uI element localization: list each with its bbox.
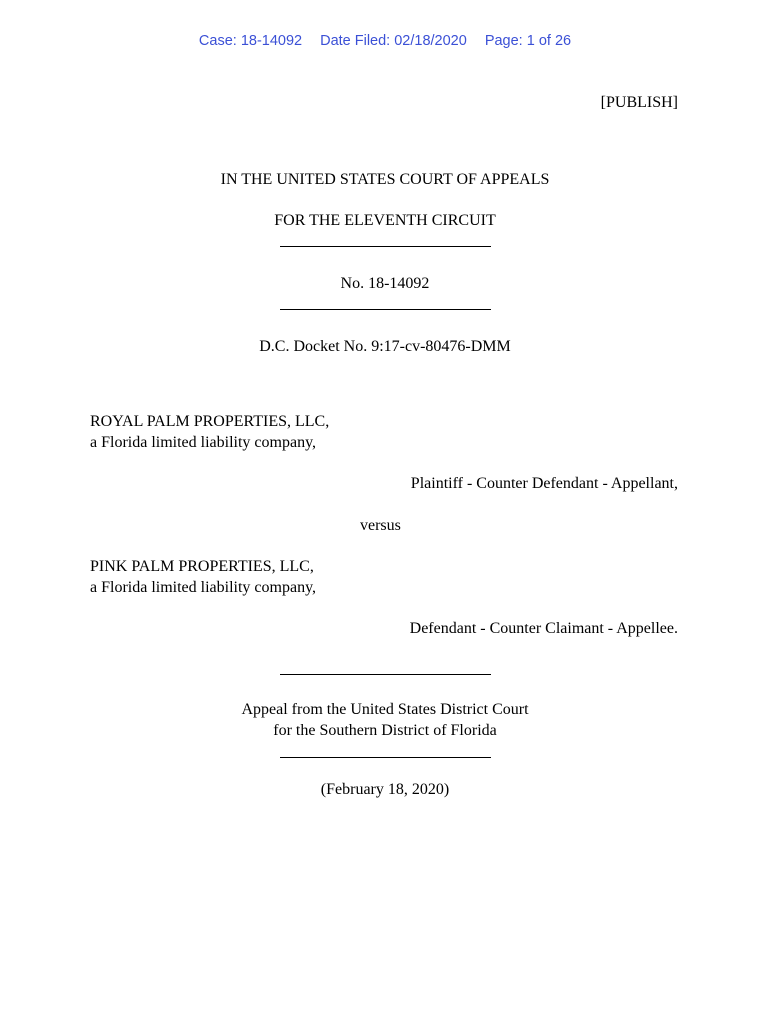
divider-rule (280, 309, 491, 310)
publish-tag: [PUBLISH] (600, 94, 678, 111)
decision-date: (February 18, 2020) (320, 781, 450, 798)
plaintiff-role: Plaintiff - Counter Defendant - Appellant, (410, 475, 678, 492)
divider-rule (280, 757, 491, 758)
appeal-line-1: Appeal from the United States District Court (241, 701, 529, 718)
defendant-role: Defendant - Counter Claimant - Appellee. (409, 620, 678, 637)
divider-rule (280, 674, 491, 675)
court-name-line: IN THE UNITED STATES COURT OF APPEALS (220, 171, 550, 188)
header-date-filed: Date Filed: 02/18/2020 (320, 33, 467, 49)
header-page-number: Page: 1 of 26 (484, 33, 572, 49)
versus-label: versus (360, 517, 401, 534)
defendant-name: PINK PALM PROPERTIES, LLC, (90, 558, 314, 575)
header-case-number: Case: 18-14092 (198, 33, 303, 49)
plaintiff-name: ROYAL PALM PROPERTIES, LLC, (90, 413, 330, 430)
case-number: No. 18-14092 (340, 275, 430, 292)
defendant-description: a Florida limited liability company, (90, 579, 317, 596)
divider-rule (280, 246, 491, 247)
docket-number: D.C. Docket No. 9:17-cv-80476-DMM (259, 338, 511, 355)
appeal-line-2: for the Southern District of Florida (273, 722, 497, 739)
plaintiff-description: a Florida limited liability company, (90, 434, 317, 451)
case-header (0, 33, 770, 49)
circuit-name-line: FOR THE ELEVENTH CIRCUIT (274, 212, 496, 229)
